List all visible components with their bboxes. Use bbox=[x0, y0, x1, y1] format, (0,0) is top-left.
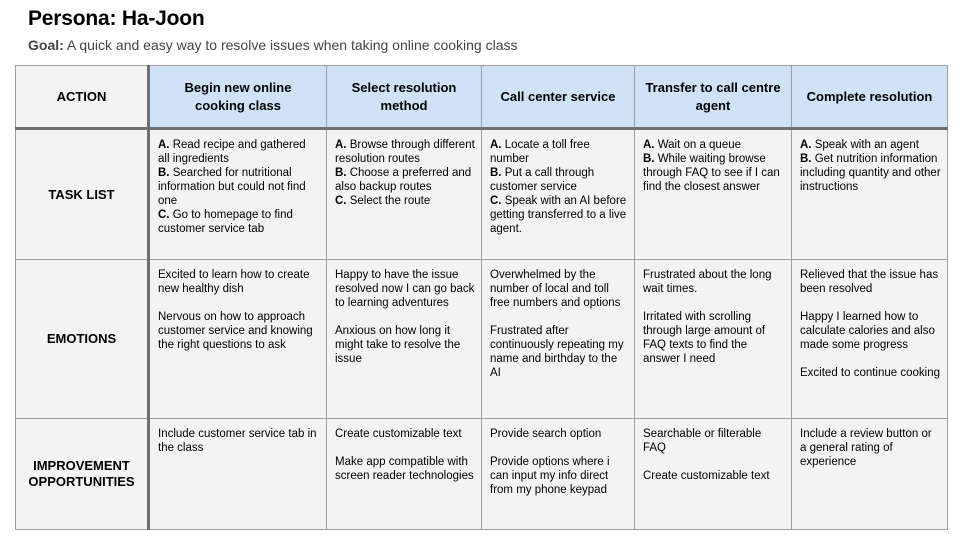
emotion-text: Relieved that the issue has been resolved bbox=[800, 269, 939, 295]
stage-header-complete-resolution: Complete resolution bbox=[792, 66, 948, 129]
stage-header-select-resolution: Select resolution method bbox=[327, 66, 482, 129]
task-item: B. Choose a preferred and also backup routes bbox=[335, 167, 472, 193]
task-item: A. Browse through different resolution routes bbox=[335, 139, 475, 165]
improvement-text: Include a review button or a general rating of experience bbox=[800, 428, 932, 468]
emotion-text: Frustrated after continuously repeating my name and birthday to the AI bbox=[490, 325, 624, 379]
task-item: B. While waiting browse through FAQ to see if I can find the closest answer bbox=[643, 153, 780, 193]
improvement-cell bbox=[635, 419, 792, 530]
goal-label: Goal: bbox=[28, 37, 64, 53]
task-item: C. Select the route bbox=[335, 195, 431, 207]
emotion-cell bbox=[327, 260, 482, 419]
improvement-text: Make app compatible with screen reader technologies bbox=[335, 456, 474, 482]
emotion-text: Irritated with scrolling through large amount of FAQ texts to find the answer I need bbox=[643, 311, 766, 365]
persona-title: Persona: Ha-Joon bbox=[28, 7, 205, 30]
improvement-text: Provide options where i can input my info direct from my phone keypad bbox=[490, 456, 610, 496]
stage-header-transfer-agent: Transfer to call centre agent bbox=[635, 66, 792, 129]
emotion-text: Overwhelmed by the number of local and toll free numbers and options bbox=[490, 269, 621, 309]
emotion-cell bbox=[149, 260, 327, 419]
task-cell bbox=[149, 129, 327, 260]
action-header: ACTION bbox=[16, 66, 149, 129]
emotion-text: Happy I learned how to calculate calories and also made some progress bbox=[800, 311, 935, 351]
improvements-label: IMPROVEMENT OPPORTUNITIES bbox=[16, 419, 149, 530]
journey-map-table bbox=[15, 65, 948, 530]
emotion-cell bbox=[482, 260, 635, 419]
task-item: A. Wait on a queue bbox=[643, 139, 742, 151]
improvement-text: Create customizable text bbox=[335, 428, 462, 440]
header-row bbox=[16, 66, 948, 129]
task-item: B. Put a call through customer service bbox=[490, 167, 595, 193]
task-cell bbox=[327, 129, 482, 260]
emotions-label: EMOTIONS bbox=[16, 260, 149, 419]
task-cell bbox=[482, 129, 635, 260]
task-item: C. Go to homepage to find customer service tab bbox=[158, 209, 293, 235]
improvement-text: Create customizable text bbox=[643, 470, 770, 482]
emotion-text: Excited to continue cooking bbox=[800, 367, 941, 379]
task-cell bbox=[635, 129, 792, 260]
task-item: A. Read recipe and gathered all ingredients bbox=[158, 139, 306, 165]
emotion-text: Happy to have the issue resolved now I can go back to learning adventures bbox=[335, 269, 475, 309]
task-item: A. Speak with an agent bbox=[800, 139, 919, 151]
improvement-cell bbox=[327, 419, 482, 530]
improvement-cell bbox=[482, 419, 635, 530]
improvement-cell bbox=[792, 419, 948, 530]
improvement-cell bbox=[149, 419, 327, 530]
emotions-row bbox=[16, 260, 948, 419]
task-item: A. Locate a toll free number bbox=[490, 139, 590, 165]
improvement-text: Searchable or filterable FAQ bbox=[643, 428, 762, 454]
emotion-text: Frustrated about the long wait times. bbox=[643, 269, 772, 295]
emotion-text: Excited to learn how to create new healthy dish bbox=[158, 269, 310, 295]
stage-header-call-center: Call center service bbox=[482, 66, 635, 129]
task-item: B. Get nutrition information including quantity and other instructions bbox=[800, 153, 941, 193]
improvement-text: Include customer service tab in the class bbox=[158, 428, 317, 454]
stage-header-begin-class: Begin new online cooking class bbox=[149, 66, 327, 129]
emotion-cell bbox=[635, 260, 792, 419]
goal-line bbox=[28, 37, 517, 53]
task-list-label: TASK LIST bbox=[16, 129, 149, 260]
task-item: B. Searched for nutritional information but could not find one bbox=[158, 167, 306, 207]
goal-text: A quick and easy way to resolve issues when taking online cooking class bbox=[63, 37, 518, 53]
task-cell bbox=[792, 129, 948, 260]
emotion-cell bbox=[792, 260, 948, 419]
improvement-text: Provide search option bbox=[490, 428, 602, 440]
emotion-text: Anxious on how long it might take to resolve the issue bbox=[335, 325, 461, 365]
improvements-row bbox=[16, 419, 948, 530]
emotion-text: Nervous on how to approach customer service and knowing the right questions to ask bbox=[158, 311, 313, 351]
task-item: C. Speak with an AI before getting transferred to a live agent. bbox=[490, 195, 627, 235]
task-list-row bbox=[16, 129, 948, 260]
